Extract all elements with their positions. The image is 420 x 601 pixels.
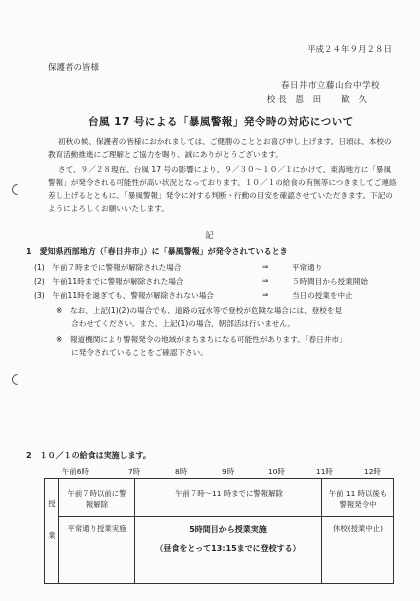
recipient: 保護者の皆様: [48, 63, 100, 73]
row-label-char: 業: [48, 531, 56, 540]
action-cell: 休校(授業中止): [332, 524, 384, 533]
note-line: ※ 報道機関により警報発令の地域がまちまちになる可能性があります。「春日井市」: [56, 335, 347, 344]
table-border: [44, 478, 45, 584]
time-label: 午前6時: [62, 467, 89, 476]
note-line: ※ なお、上記(1)(2)の場合でも、道路の冠水等で登校が危険な場合には、登校を見: [56, 306, 343, 315]
table-divider: [58, 478, 59, 584]
punch-hole-mark: [10, 372, 26, 388]
section2-heading: 2 １０／１の給食は実施します。: [26, 451, 151, 460]
time-label: 12時: [364, 467, 381, 476]
condition-text: (3) 午前11時を過ぎても、警報が解除されない場合: [34, 291, 214, 300]
document-date: 平成２４年９月２８日: [306, 45, 392, 55]
principal-name: 校長 恩 田 歓 久: [266, 95, 370, 105]
condition-result: 当日の授業を中止: [292, 291, 353, 300]
action-cell: 平常通り授業実施: [67, 524, 127, 533]
note-line: に発令されていることをご確認下さい。: [56, 348, 208, 357]
condition-item: [34, 276, 368, 287]
section1-heading: 1 愛知県西部地方（「春日井市」）に「暴風警報」が発令されているとき: [26, 247, 288, 256]
table-divider: [134, 478, 135, 584]
punch-hole-mark: [10, 182, 26, 198]
condition-text: (2) 午前11時までに警報が解除された場合: [34, 277, 184, 286]
row-label-char: 授: [48, 499, 56, 508]
condition-result: ５時間目から授業開始: [292, 277, 368, 286]
condition-item: [34, 290, 353, 301]
arrow-icon: ⇒: [262, 262, 269, 271]
schedule-table: [44, 464, 394, 584]
time-label: 8時: [175, 467, 188, 476]
time-label: 11時: [316, 467, 333, 476]
note-line: 合わせてください。また、上記(1)の場合、朝部活は行いません。: [56, 319, 296, 328]
time-label: 10時: [268, 467, 285, 476]
table-divider: [321, 478, 322, 584]
condition-cell: 午前７時～11 時までに警報解除: [175, 489, 283, 498]
condition-item: [34, 262, 323, 273]
notice-paragraph: さて、９／２８現在、台風 17 号の影響により、９／３０～１０／１にかけて、東海地方に「暴風警報」が発令される可能性が高い状況となっております。１０／１の給食の有無等につきましてご連絡差し上げるとともに、「暴風警報」発令に対する判断・行動の目安を確認させていただきます。下記のようによろしくお願いいたします。: [48, 165, 397, 213]
arrow-icon: ⇒: [262, 290, 269, 299]
action-cell: 5時間目から授業実施: [189, 525, 267, 534]
time-label: 9時: [222, 467, 235, 476]
ki-heading: 記: [205, 231, 214, 241]
condition-text: (1) 午前７時までに警報が解除された場合: [34, 263, 182, 272]
condition-cell: 午前７時以前に警報解除: [67, 489, 127, 509]
table-border: [44, 583, 394, 584]
arrow-icon: ⇒: [262, 276, 269, 285]
greeting-paragraph: 初秋の候、保護者の皆様におかれましては、ご健勝のこととお喜び申し上げます。日頃は、本校の教育活動推進にご理解とご協力を賜り、誠にありがとうございます。: [48, 137, 392, 159]
action-note: （昼食をとって13:15までに登校する）: [155, 544, 301, 553]
table-border: [393, 478, 394, 584]
table-divider: [58, 516, 394, 517]
condition-result: 平常通り: [292, 263, 323, 272]
document-title: 台風 17 号による「暴風警報」発令時の対応について: [88, 116, 354, 128]
school-name: 春日井市立藤山台中学校: [280, 81, 380, 91]
condition-cell: 午前 11 時以後も警報発令中: [328, 489, 388, 509]
time-header: [44, 464, 394, 479]
time-label: 7時: [128, 467, 141, 476]
